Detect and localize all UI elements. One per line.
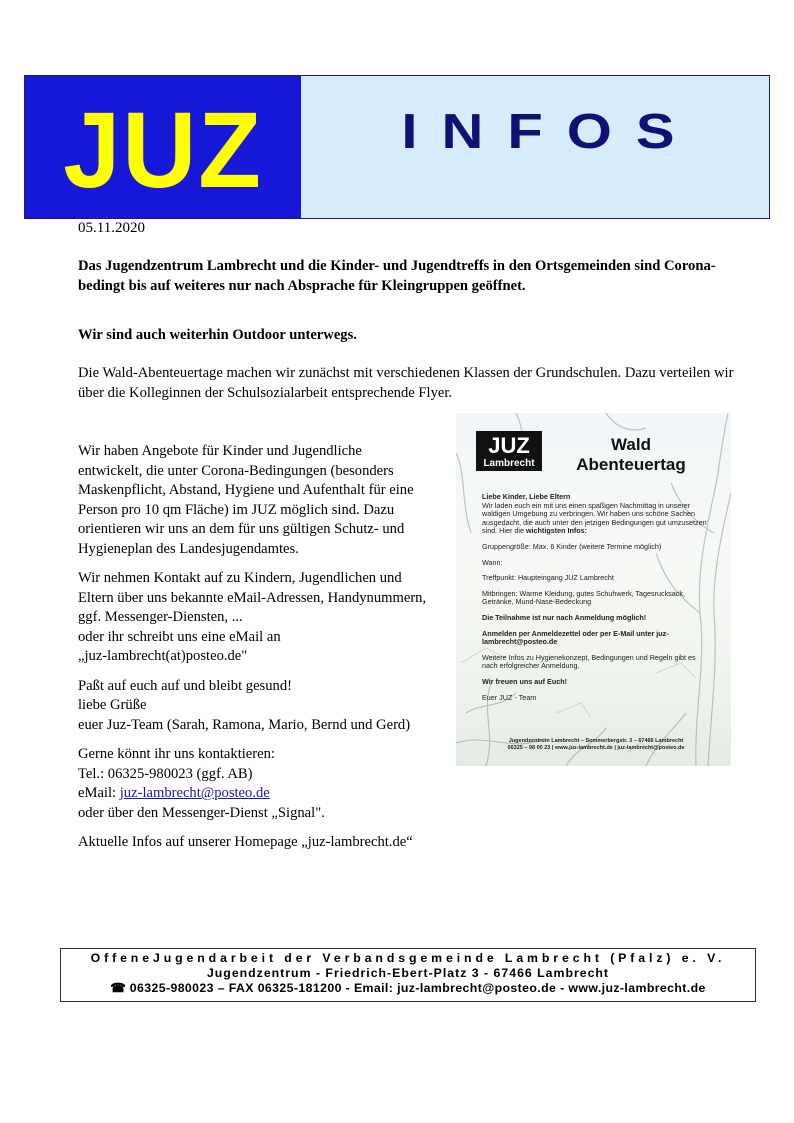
footer-line2: Jugendzentrum - Friedrich-Ebert-Platz 3 - 67466 Lambrecht xyxy=(206,966,610,980)
gruss-line1: Paßt auf euch auf und bleibt gesund! xyxy=(78,677,292,694)
flyer-group: Gruppengröße: Max. 6 Kinder (weitere Termine möglich) xyxy=(482,541,662,551)
contact-paragraph xyxy=(78,745,428,823)
contact-email-link[interactable]: juz-lambrecht@posteo.de xyxy=(119,785,270,801)
flyer-hygiene: Weitere Infos zu Hygienekonzept, Bedingungen und Regeln gibt es nach erfolgreicher Anmeldung. xyxy=(482,652,696,671)
footer-line3: ☎ 06325-980023 – FAX 06325-181200 - Email: juz-lambrecht@posteo.de - www.juz-lambrecht.de xyxy=(110,981,706,995)
contact-email-label: eMail: xyxy=(78,785,120,801)
flyer-body xyxy=(482,493,707,709)
gruss-line3: euer Juz-Team (Sarah, Ramona, Mario, Bernd und Gerd) xyxy=(78,716,411,733)
flyer-logo-big: JUZ xyxy=(488,433,530,458)
gruss-line2: liebe Grüße xyxy=(78,697,147,713)
kontakt-line2: oder ihr schreibt uns eine eMail an xyxy=(78,628,281,645)
flyer-title-line1: Wald xyxy=(611,435,651,454)
flyer-title xyxy=(556,435,706,475)
flyer-greeting: Liebe Kinder, Liebe Eltern xyxy=(482,492,571,501)
flyer-wann: Wann: xyxy=(482,557,503,567)
flyer-team: Euer JUZ - Team xyxy=(482,692,537,702)
header-banner xyxy=(24,75,770,219)
flyer-logo xyxy=(476,431,542,471)
homepage-paragraph: Aktuelle Infos auf unserer Homepage „juz-lambrecht.de“ xyxy=(78,834,413,850)
date: 05.11.2020 xyxy=(78,220,145,236)
kontakt-line1: Wir nehmen Kontakt auf zu Kindern, Jugendlichen und Eltern über uns bekannte eMail-Adressen, Handynummern, ggf. Messenger-Diensten, ... xyxy=(78,570,427,625)
kontakt-paragraph xyxy=(78,569,428,667)
flyer-logo-small: Lambrecht xyxy=(483,458,535,469)
kontakt-line3: „juz-lambrecht(at)posteo.de" xyxy=(78,648,248,664)
flyer-intro-bold: wichtigsten Infos: xyxy=(525,526,588,536)
flyer-freuen: Wir freuen uns auf Euch! xyxy=(482,676,567,686)
flyer-footer-line2: 06325 – 98 00 23 | www.juz-lambrecht.de | juz-lambrecht@posteo.de xyxy=(507,745,685,751)
footer-line1: OffeneJugendarbeit der Verbandsgemeinde Lambrecht (Pfalz) e. V. xyxy=(90,951,726,965)
angebote-paragraph: Wir haben Angebote für Kinder und Jugendliche entwickelt, die unter Corona-Bedingungen (besonders Maskenpflicht, Abstand, Hygiene und Aufenthalt für eine Person pro 10 qm Fläche) im JUZ möglich sind. Dazu orientieren wir uns an dem für uns gültigen Schutz- und Hygieneplan des Landesjugendamtes. xyxy=(78,443,414,557)
intro-paragraph: Das Jugendzentrum Lambrecht und die Kinder- und Jugendtreffs in den Ortsgemeinden sind Corona-bedingt bis auf weiteres nur nach Absprache für Kleingruppen geöffnet. xyxy=(78,258,716,294)
flyer-anmelden: Anmelden per Anmeldezettel oder per E-Mail unter juz-lambrecht@posteo.de xyxy=(482,628,669,647)
contact-signal: oder über den Messenger-Dienst „Signal". xyxy=(78,804,325,821)
contact-line1: Gerne könnt ihr uns kontaktieren: xyxy=(78,746,275,762)
outdoor-heading: Wir sind auch weiterhin Outdoor unterwegs. xyxy=(78,327,357,343)
flyer-mitbringen: Mitbringen: Warme Kleidung, gutes Schuhwerk, Tagesrucksack, Getränke, Mund-Nase-Bedeckung xyxy=(482,588,685,607)
gruss-paragraph xyxy=(78,677,438,736)
contact-phone: Tel.: 06325-980023 (ggf. AB) xyxy=(78,765,253,782)
header-infos-block xyxy=(301,76,769,218)
flyer-anmeldung: Die Teilnahme ist nur nach Anmeldung möglich! xyxy=(482,612,647,622)
flyer-image xyxy=(456,413,731,766)
flyer-treff: Treffpunkt: Haupteingang JUZ Lambrecht xyxy=(482,573,614,583)
flyer-intro: Wir laden euch ein mit uns einen spaßigen Nachmittag in unserer waldigen Umgebung zu verbringen. Wir haben uns schöne Sachen ausgedacht, die auch unter den jetzigen Bedingungen gut umzusetzen sind. Hier die xyxy=(482,500,707,536)
flyer-footer xyxy=(476,738,716,752)
header-juz-block xyxy=(25,76,301,218)
header-infos-title: INFOS xyxy=(401,103,699,160)
header-juz-title: JUZ xyxy=(63,89,263,210)
wald-paragraph: Die Wald-Abenteuertage machen wir zunächst mit verschiedenen Klassen der Grundschulen. Dazu verteilen wir über die Kolleginnen der Schulsozialarbeit entsprechende Flyer. xyxy=(78,365,734,401)
flyer-title-line2: Abenteuertag xyxy=(576,455,686,474)
footer-box xyxy=(60,948,756,1002)
flyer-footer-line1: Jugendzentrum Lambrecht – Sommerbergstr. 3 – 67466 Lambrecht xyxy=(508,738,684,744)
main-column xyxy=(78,442,428,863)
